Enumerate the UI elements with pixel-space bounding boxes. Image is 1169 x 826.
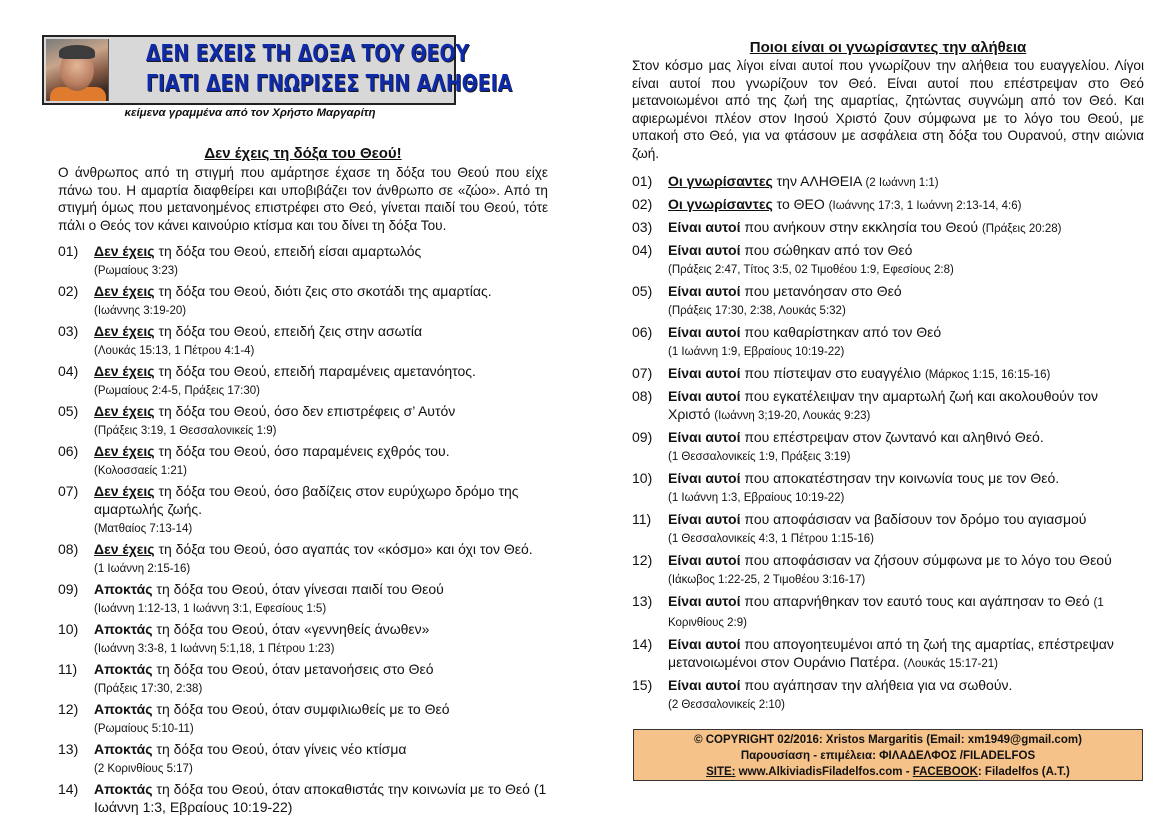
list-item [632, 428, 1144, 466]
item-reference: (Πράξεις 17:30, 2:38) [94, 683, 203, 695]
site-label: SITE: [706, 766, 736, 778]
item-number: 07) [58, 483, 79, 499]
item-reference: (Πράξεις 20:28) [981, 223, 1062, 235]
item-body [94, 282, 548, 320]
list-item [58, 322, 548, 360]
list-item [632, 592, 1144, 632]
item-reference: (Ιωάννης 3:19-20) [94, 305, 187, 317]
left-section-title: Δεν έχεις τη δόξα του Θεού! [204, 145, 402, 162]
item-number: 15) [632, 677, 653, 693]
title-line-1: ΔΕΝ ΕΧΕΙΣ ΤΗ ΔΟΞΑ ΤΟΥ ΘΕΟΥ [145, 41, 470, 67]
item-body [94, 242, 548, 280]
item-reference: (1 Ιωάννη 1:3, Εβραίους 10:19-22) [668, 492, 845, 504]
item-reference: (Λουκάς 15:17-21) [903, 658, 998, 670]
item-keyword: Αποκτάς [94, 661, 153, 677]
item-number: 03) [632, 219, 653, 235]
item-keyword: Δεν έχεις [94, 443, 155, 459]
item-text: τη δόξα του Θεού, επειδή παραμένεις αμετανόητος. [154, 363, 476, 379]
item-keyword: Αποκτάς [94, 621, 153, 637]
item-reference: (Ιάκωβος 1:22-25, 2 Τιμοθέου 3:16-17) [668, 574, 866, 586]
item-number: 08) [632, 388, 653, 404]
item-body [668, 195, 1144, 215]
item-body [668, 241, 1144, 279]
item-keyword: Οι γνωρίσαντες [668, 173, 773, 189]
item-body [668, 428, 1144, 466]
item-keyword: Δεν έχεις [94, 283, 155, 299]
item-keyword: Αποκτάς [94, 701, 153, 717]
item-body [94, 322, 548, 360]
item-text: που μετανόησαν στο Θεό [740, 283, 902, 299]
item-keyword: Είναι αυτοί [668, 552, 741, 568]
item-number: 10) [632, 470, 653, 486]
list-item [632, 510, 1144, 548]
item-text: που πίστεψαν στο ευαγγέλιο [740, 365, 925, 381]
item-reference: (2 Ιωάννη 1:1) [865, 177, 939, 189]
site-url[interactable]: www.AlkiviadisFiladelfos.com - [735, 766, 913, 778]
item-keyword: Αποκτάς [94, 581, 153, 597]
item-number: 05) [58, 403, 79, 419]
list-item [632, 241, 1144, 279]
item-number: 03) [58, 323, 79, 339]
item-number: 14) [58, 781, 79, 797]
item-text: τη δόξα του Θεού, επειδή είσαι αμαρτωλός [154, 243, 422, 259]
item-reference: (Ρωμαίους 2:4-5, Πράξεις 17:30) [94, 385, 261, 397]
item-reference: (1 Ιωάννη 2:15-16) [94, 563, 191, 575]
item-body [668, 172, 1144, 192]
item-text: που αγάπησαν την αλήθεια για να σωθούν. [740, 677, 1013, 693]
item-text: που αποκατέστησαν την κοινωνία τους με τον Θεό. [740, 470, 1060, 486]
facebook-label: FACEBOOK [912, 766, 978, 778]
item-text: τη δόξα του Θεού, όταν συμφιλιωθείς με το Θεό [152, 701, 450, 717]
item-number: 12) [58, 701, 79, 717]
item-number: 11) [58, 661, 78, 677]
list-item [58, 362, 548, 400]
item-reference: (2 Κορινθίους 5:17) [94, 763, 193, 775]
item-reference: (2 Θεσσαλονικείς 2:10) [668, 699, 785, 711]
item-body [94, 482, 548, 538]
list-item [632, 469, 1144, 507]
item-text: τη δόξα του Θεού, όσο αγαπάς τον «κόσμο» και όχι τον Θεό. [154, 541, 533, 557]
item-body [94, 620, 548, 658]
item-body [94, 660, 548, 698]
item-text: τη δόξα του Θεού, όσο βαδίζεις στον ευρύχωρο δρόμο της αμαρτωλής ζωής. [94, 483, 519, 517]
item-reference: (1 Θεσσαλονικείς 1:9, Πράξεις 3:19) [668, 451, 851, 463]
item-body [668, 510, 1144, 548]
item-keyword: Είναι αυτοί [668, 636, 741, 652]
item-text: τη δόξα του Θεού, όταν αποκαθιστάς την κοινωνία με το Θεό (1 Ιωάννη 1:3, Εβραίους 10:19-22) [94, 781, 547, 815]
item-reference: (Πράξεις 17:30, 2:38, Λουκάς 5:32) [668, 305, 846, 317]
facebook-handle: : Filadelfos (A.T.) [977, 766, 1070, 778]
item-body [668, 469, 1144, 507]
item-text: που επέστρεψαν στον ζωντανό και αληθινό Θεό. [740, 429, 1044, 445]
item-reference: (Μάρκος 1:15, 16:15-16) [924, 369, 1051, 381]
item-number: 04) [58, 363, 79, 379]
item-body [668, 592, 1144, 632]
item-reference: (Ιωάννη 1:12-13, 1 Ιωάννη 3:1, Εφεσίους 1:5) [94, 603, 327, 615]
right-list [632, 172, 1144, 714]
copyright-line: © COPYRIGHT 02/2016: Xristos Margaritis (Email: xm1949@gmail.com) [694, 734, 1082, 746]
title-line-2: ΓΙΑΤΙ ΔΕΝ ΓΝΩΡΙΣΕΣ ΤΗΝ ΑΛΗΘΕΙΑ [145, 71, 513, 97]
list-item [632, 218, 1144, 238]
item-body [668, 282, 1144, 320]
list-item [632, 676, 1144, 714]
item-text: που απαρνήθηκαν τον εαυτό τους και αγάπησαν το Θεό [740, 593, 1094, 609]
header-title [116, 39, 513, 101]
list-item [632, 364, 1144, 384]
author-credit: κείμενα γραμμένα από τον Χρήστο Μαργαρίτη [124, 107, 376, 119]
item-number: 01) [58, 243, 79, 259]
list-item [58, 620, 548, 658]
item-keyword: Είναι αυτοί [668, 219, 741, 235]
item-body [94, 540, 548, 578]
list-item [632, 635, 1144, 673]
list-item [632, 195, 1144, 215]
list-item [632, 323, 1144, 361]
item-text: τη δόξα του Θεού, όσο δεν επιστρέφεις σ’ Αυτόν [154, 403, 456, 419]
item-number: 06) [632, 324, 653, 340]
item-body [668, 364, 1144, 384]
item-number: 07) [632, 365, 653, 381]
item-keyword: Είναι αυτοί [668, 388, 741, 404]
item-text: το ΘΕΟ [772, 196, 829, 212]
copyright-box [633, 729, 1143, 781]
item-reference: (Ματθαίος 7:13-14) [94, 523, 193, 535]
item-number: 13) [58, 741, 79, 757]
item-keyword: Είναι αυτοί [668, 429, 741, 445]
item-text: την ΑΛΗΘΕΙΑ [772, 173, 866, 189]
right-column [632, 39, 1144, 717]
item-reference: (1 Κορινθίους 2:9) [668, 597, 1104, 629]
item-number: 04) [632, 242, 653, 258]
item-reference: (Πράξεις 3:19, 1 Θεσσαλονικείς 1:9) [94, 425, 277, 437]
item-keyword: Δεν έχεις [94, 541, 155, 557]
item-text: που αποφάσισαν να ζήσουν σύμφωνα με το λόγο του Θεού [740, 552, 1112, 568]
item-keyword: Αποκτάς [94, 781, 153, 797]
item-body [94, 402, 548, 440]
item-body [94, 442, 548, 480]
item-body [668, 323, 1144, 361]
list-item [58, 282, 548, 320]
item-text: τη δόξα του Θεού, όταν μετανοήσεις στο Θεό [152, 661, 434, 677]
item-reference: (Ιωάννη 3;19-20, Λουκάς 9:23) [714, 410, 871, 422]
list-item [632, 172, 1144, 192]
item-keyword: Αποκτάς [94, 741, 153, 757]
item-number: 08) [58, 541, 79, 557]
list-item [632, 282, 1144, 320]
item-reference: (1 Θεσσαλονικείς 4:3, 1 Πέτρου 1:15-16) [668, 533, 874, 545]
item-text: που απογοητευμένοι από τη ζωή της αμαρτίας, επέστρεψαν μετανοιωμένοι στον Ουράνιο Πατέρα. [668, 636, 1114, 670]
list-item [58, 242, 548, 280]
item-keyword: Είναι αυτοί [668, 283, 741, 299]
item-number: 11) [632, 511, 652, 527]
item-text: που καθαρίστηκαν από τον Θεό [740, 324, 942, 340]
item-body [94, 700, 548, 738]
item-reference: (Κολοσσαείς 1:21) [94, 465, 187, 477]
item-text: που εγκατέλειψαν την αμαρτωλή ζωή και ακολουθούν τον Χριστό [668, 388, 1098, 422]
item-body [668, 387, 1144, 425]
item-keyword: Δεν έχεις [94, 323, 155, 339]
item-body [94, 580, 548, 618]
list-item [58, 540, 548, 578]
list-item [58, 740, 548, 778]
item-keyword: Οι γνωρίσαντες [668, 196, 773, 212]
list-item [58, 660, 548, 698]
list-item [58, 580, 548, 618]
item-keyword: Δεν έχεις [94, 243, 155, 259]
item-text: τη δόξα του Θεού, όταν γίνεις νέο κτίσμα [152, 741, 407, 757]
header-banner [42, 35, 513, 105]
item-keyword: Είναι αυτοί [668, 470, 741, 486]
site-line [634, 764, 1142, 780]
item-number: 06) [58, 443, 79, 459]
item-body [668, 676, 1144, 714]
presentation-line: Παρουσίαση - επιμέλεια: ΦΙΛΑΔΕΛΦΟΣ /FILADELFOS [740, 750, 1036, 762]
list-item [58, 442, 548, 480]
item-reference: (Ρωμαίους 5:10-11) [94, 723, 194, 735]
item-text: που σώθηκαν από τον Θεό [740, 242, 913, 258]
left-column [58, 145, 548, 818]
right-intro: Στον κόσμο μας λίγοι είναι αυτοί που γνωρίζουν την αλήθεια του ευαγγελίου. Λίγοι είναι αυτοί που γνωρίζουν τον Θεό. Είναι αυτοί που επέστρεψαν στο Θεό μετανοιωμένοι από της ζωή της αμαρτίας, ζητώντας συγνώμη από τον Θεό. Και αφιερωμένοι πλέον στον Ιησού Χριστό ζουν σύμφωνα με το λόγο του Θεού, με υπακοή στο Θεό, για να φτάσουν με ασφάλεια στη δόξα του Ουρανού, στην αιώνια ζωή. [632, 58, 1144, 161]
list-item [632, 387, 1144, 425]
item-text: τη δόξα του Θεού, διότι ζεις στο σκοτάδι της αμαρτίας. [154, 283, 492, 299]
item-reference: (Ρωμαίους 3:23) [94, 265, 178, 277]
item-text: τη δόξα του Θεού, όταν «γεννηθείς άνωθεν» [152, 621, 430, 637]
item-number: 05) [632, 283, 653, 299]
item-keyword: Είναι αυτοί [668, 593, 741, 609]
item-keyword: Είναι αυτοί [668, 365, 741, 381]
item-body [668, 635, 1144, 673]
item-number: 10) [58, 621, 79, 637]
author-photo [46, 39, 109, 101]
item-text: τη δόξα του Θεού, όταν γίνεσαι παιδί του Θεού [152, 581, 444, 597]
item-body [94, 740, 548, 778]
list-item [58, 402, 548, 440]
item-body [94, 780, 548, 816]
right-section-title: Ποιοι είναι οι γνωρίσαντες την αλήθεια [749, 39, 1027, 56]
list-item [58, 482, 548, 538]
item-number: 13) [632, 593, 653, 609]
item-keyword: Είναι αυτοί [668, 324, 741, 340]
item-number: 09) [58, 581, 79, 597]
item-body [668, 551, 1144, 589]
item-keyword: Δεν έχεις [94, 363, 155, 379]
item-number: 14) [632, 636, 653, 652]
item-text: που ανήκουν στην εκκλησία του Θεού [740, 219, 982, 235]
item-reference: (Πράξεις 2:47, Τίτος 3:5, 02 Τιμοθέου 1:9, Εφεσίους 2:8) [668, 264, 954, 276]
item-number: 09) [632, 429, 653, 445]
item-keyword: Είναι αυτοί [668, 242, 741, 258]
item-text: τη δόξα του Θεού, όσο παραμένεις εχθρός του. [154, 443, 450, 459]
item-keyword: Δεν έχεις [94, 483, 155, 499]
item-keyword: Είναι αυτοί [668, 677, 741, 693]
item-keyword: Δεν έχεις [94, 403, 155, 419]
list-item [58, 780, 548, 816]
list-item [58, 700, 548, 738]
item-number: 12) [632, 552, 653, 568]
item-number: 01) [632, 173, 653, 189]
item-body [94, 362, 548, 400]
item-reference: (Λουκάς 15:13, 1 Πέτρου 4:1-4) [94, 345, 255, 357]
item-reference: (Ιωάννη 3:3-8, 1 Ιωάννη 5:1,18, 1 Πέτρου 1:23) [94, 643, 335, 655]
item-keyword: Είναι αυτοί [668, 511, 741, 527]
item-text: τη δόξα του Θεού, επειδή ζεις στην ασωτία [154, 323, 423, 339]
item-text: που αποφάσισαν να βαδίσουν τον δρόμο του αγιασμού [740, 511, 1087, 527]
item-body [668, 218, 1144, 238]
item-reference: (Ιωάννης 17:3, 1 Ιωάννη 2:13-14, 4:6) [828, 200, 1022, 212]
item-number: 02) [632, 196, 653, 212]
left-intro: Ο άνθρωπος από τη στιγμή που αμάρτησε έχασε τη δόξα του Θεού που είχε πάνω του. Η αμαρτία διαφθείρει και υποβιβάζει τον άνθρωπο σε «ζώο». Από τη στιγμή όμως που μετανοημένος επιστρέφει στο Θεό, γίνεται παιδί του Θεού, τότε πάλι ο Θεός τον κάνει καινούριο κτίσμα και του δίνει τη δόξα Του. [58, 165, 548, 233]
item-number: 02) [58, 283, 79, 299]
list-item [632, 551, 1144, 589]
left-list [58, 242, 548, 816]
item-reference: (1 Ιωάννη 1:9, Εβραίους 10:19-22) [668, 346, 845, 358]
